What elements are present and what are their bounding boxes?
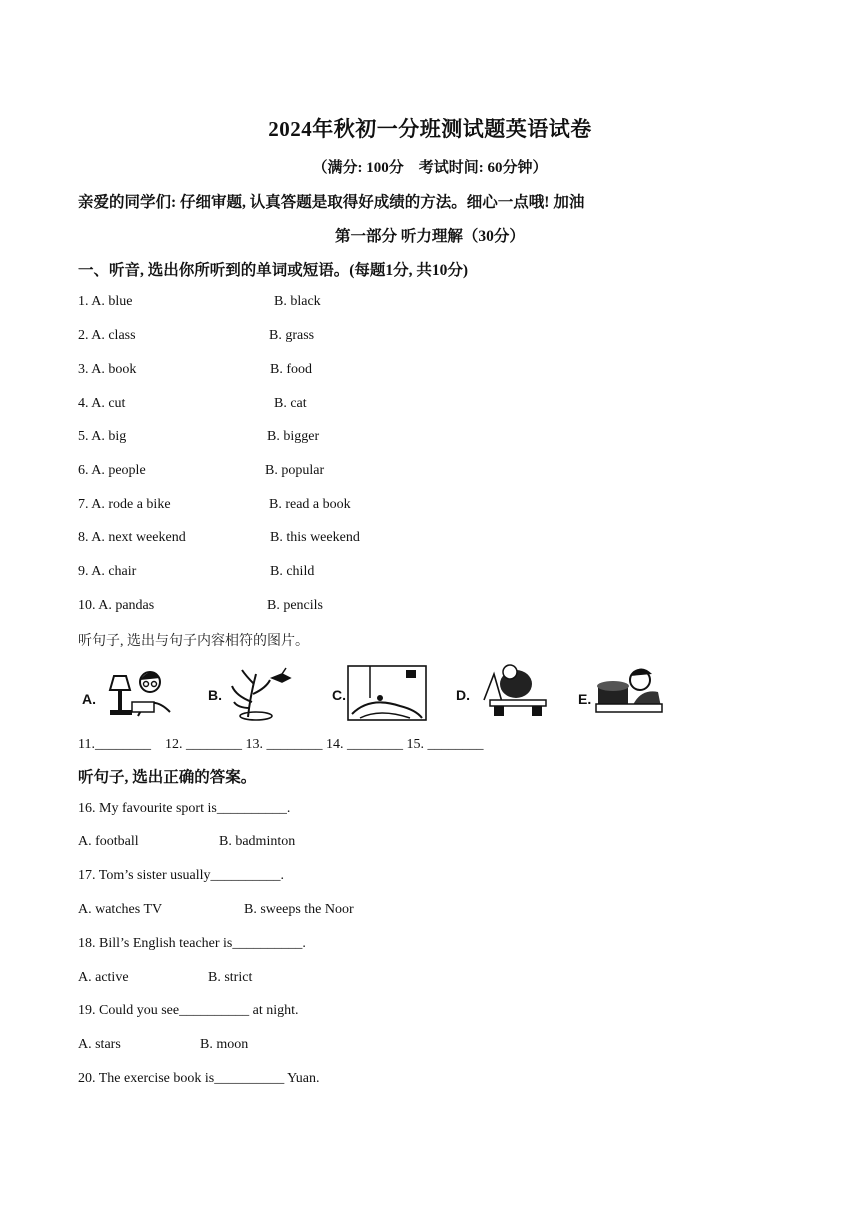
picture-row — [80, 662, 670, 724]
section1-heading: 一、听音, 选出你所听到的单词或短语。(每题1分, 共10分) — [78, 262, 469, 279]
q20-text: 20. The exercise book is__________ Yuan. — [78, 1071, 320, 1086]
q10-option-a: 10. A. pandas — [78, 598, 155, 613]
q18-option-a: A. active — [78, 970, 129, 985]
q1-option-b: B. black — [274, 294, 321, 309]
fishing-picture — [454, 662, 554, 722]
section3-heading: 听句子, 选出正确的答案。 — [78, 769, 257, 786]
q3-option-a: 3. A. book — [78, 362, 137, 377]
q17-option-b: B. sweeps the Noor — [244, 902, 354, 917]
q8-option-b: B. this weekend — [270, 530, 360, 545]
cooking-picture — [576, 662, 670, 722]
q19-option-a: A. stars — [78, 1037, 121, 1052]
q19-text: 19. Could you see__________ at night. — [78, 1003, 299, 1018]
reading-lamp-picture — [80, 662, 180, 722]
q6-option-b: B. popular — [265, 463, 325, 478]
q3-option-b: B. food — [270, 362, 312, 377]
picture-e-label: E. — [578, 691, 592, 707]
q16-text: 16. My favourite sport is__________. — [78, 801, 291, 816]
q9-option-a: 9. A. chair — [78, 564, 137, 579]
q8-option-a: 8. A. next weekend — [78, 530, 186, 545]
picture-d-label: D. — [456, 687, 470, 703]
q6-option-a: 6. A. people — [78, 463, 146, 478]
exam-subtitle: （满分: 100分 考试时间: 60分钟） — [312, 160, 548, 176]
q9-option-b: B. child — [270, 564, 315, 579]
q17-text: 17. Tom’s sister usually__________. — [78, 868, 285, 883]
q2-option-a: 2. A. class — [78, 328, 136, 343]
plant-bird-picture — [206, 662, 306, 722]
q4-option-b: B. cat — [274, 396, 307, 411]
q17-option-a: A. watches TV — [78, 902, 163, 917]
q7-option-a: 7. A. rode a bike — [78, 497, 171, 512]
q4-option-a: 4. A. cut — [78, 396, 126, 411]
q19-option-b: B. moon — [200, 1037, 249, 1052]
q1-option-a: 1. A. blue — [78, 294, 133, 309]
q18-text: 18. Bill’s English teacher is__________. — [78, 936, 306, 951]
picture-a-label: A. — [82, 691, 96, 707]
greeting-text: 亲爱的同学们: 仔细审题, 认真答题是取得好成绩的方法。细心一点哦! 加油 — [78, 194, 585, 211]
q18-option-b: B. strict — [208, 970, 253, 985]
part-title: 第一部分 听力理解（30分） — [335, 228, 525, 245]
picture-c-label: C. — [332, 687, 346, 703]
q5-option-a: 5. A. big — [78, 429, 127, 444]
q16-option-b: B. badminton — [219, 834, 296, 849]
answer-blanks-11-15[interactable]: 11.________ 12. ________ 13. ________ 14. ________ 15. ________ — [78, 737, 484, 752]
q10-option-b: B. pencils — [267, 598, 323, 613]
q16-option-a: A. football — [78, 834, 139, 849]
q5-option-b: B. bigger — [267, 429, 320, 444]
picture-instruction: 听句子, 选出与句子内容相符的图片。 — [78, 634, 309, 649]
q7-option-b: B. read a book — [269, 497, 351, 512]
picture-b-label: B. — [208, 687, 222, 703]
q2-option-b: B. grass — [269, 328, 315, 343]
room-picture — [330, 662, 430, 722]
exam-title: 2024年秋初一分班测试题英语试卷 — [268, 117, 592, 141]
